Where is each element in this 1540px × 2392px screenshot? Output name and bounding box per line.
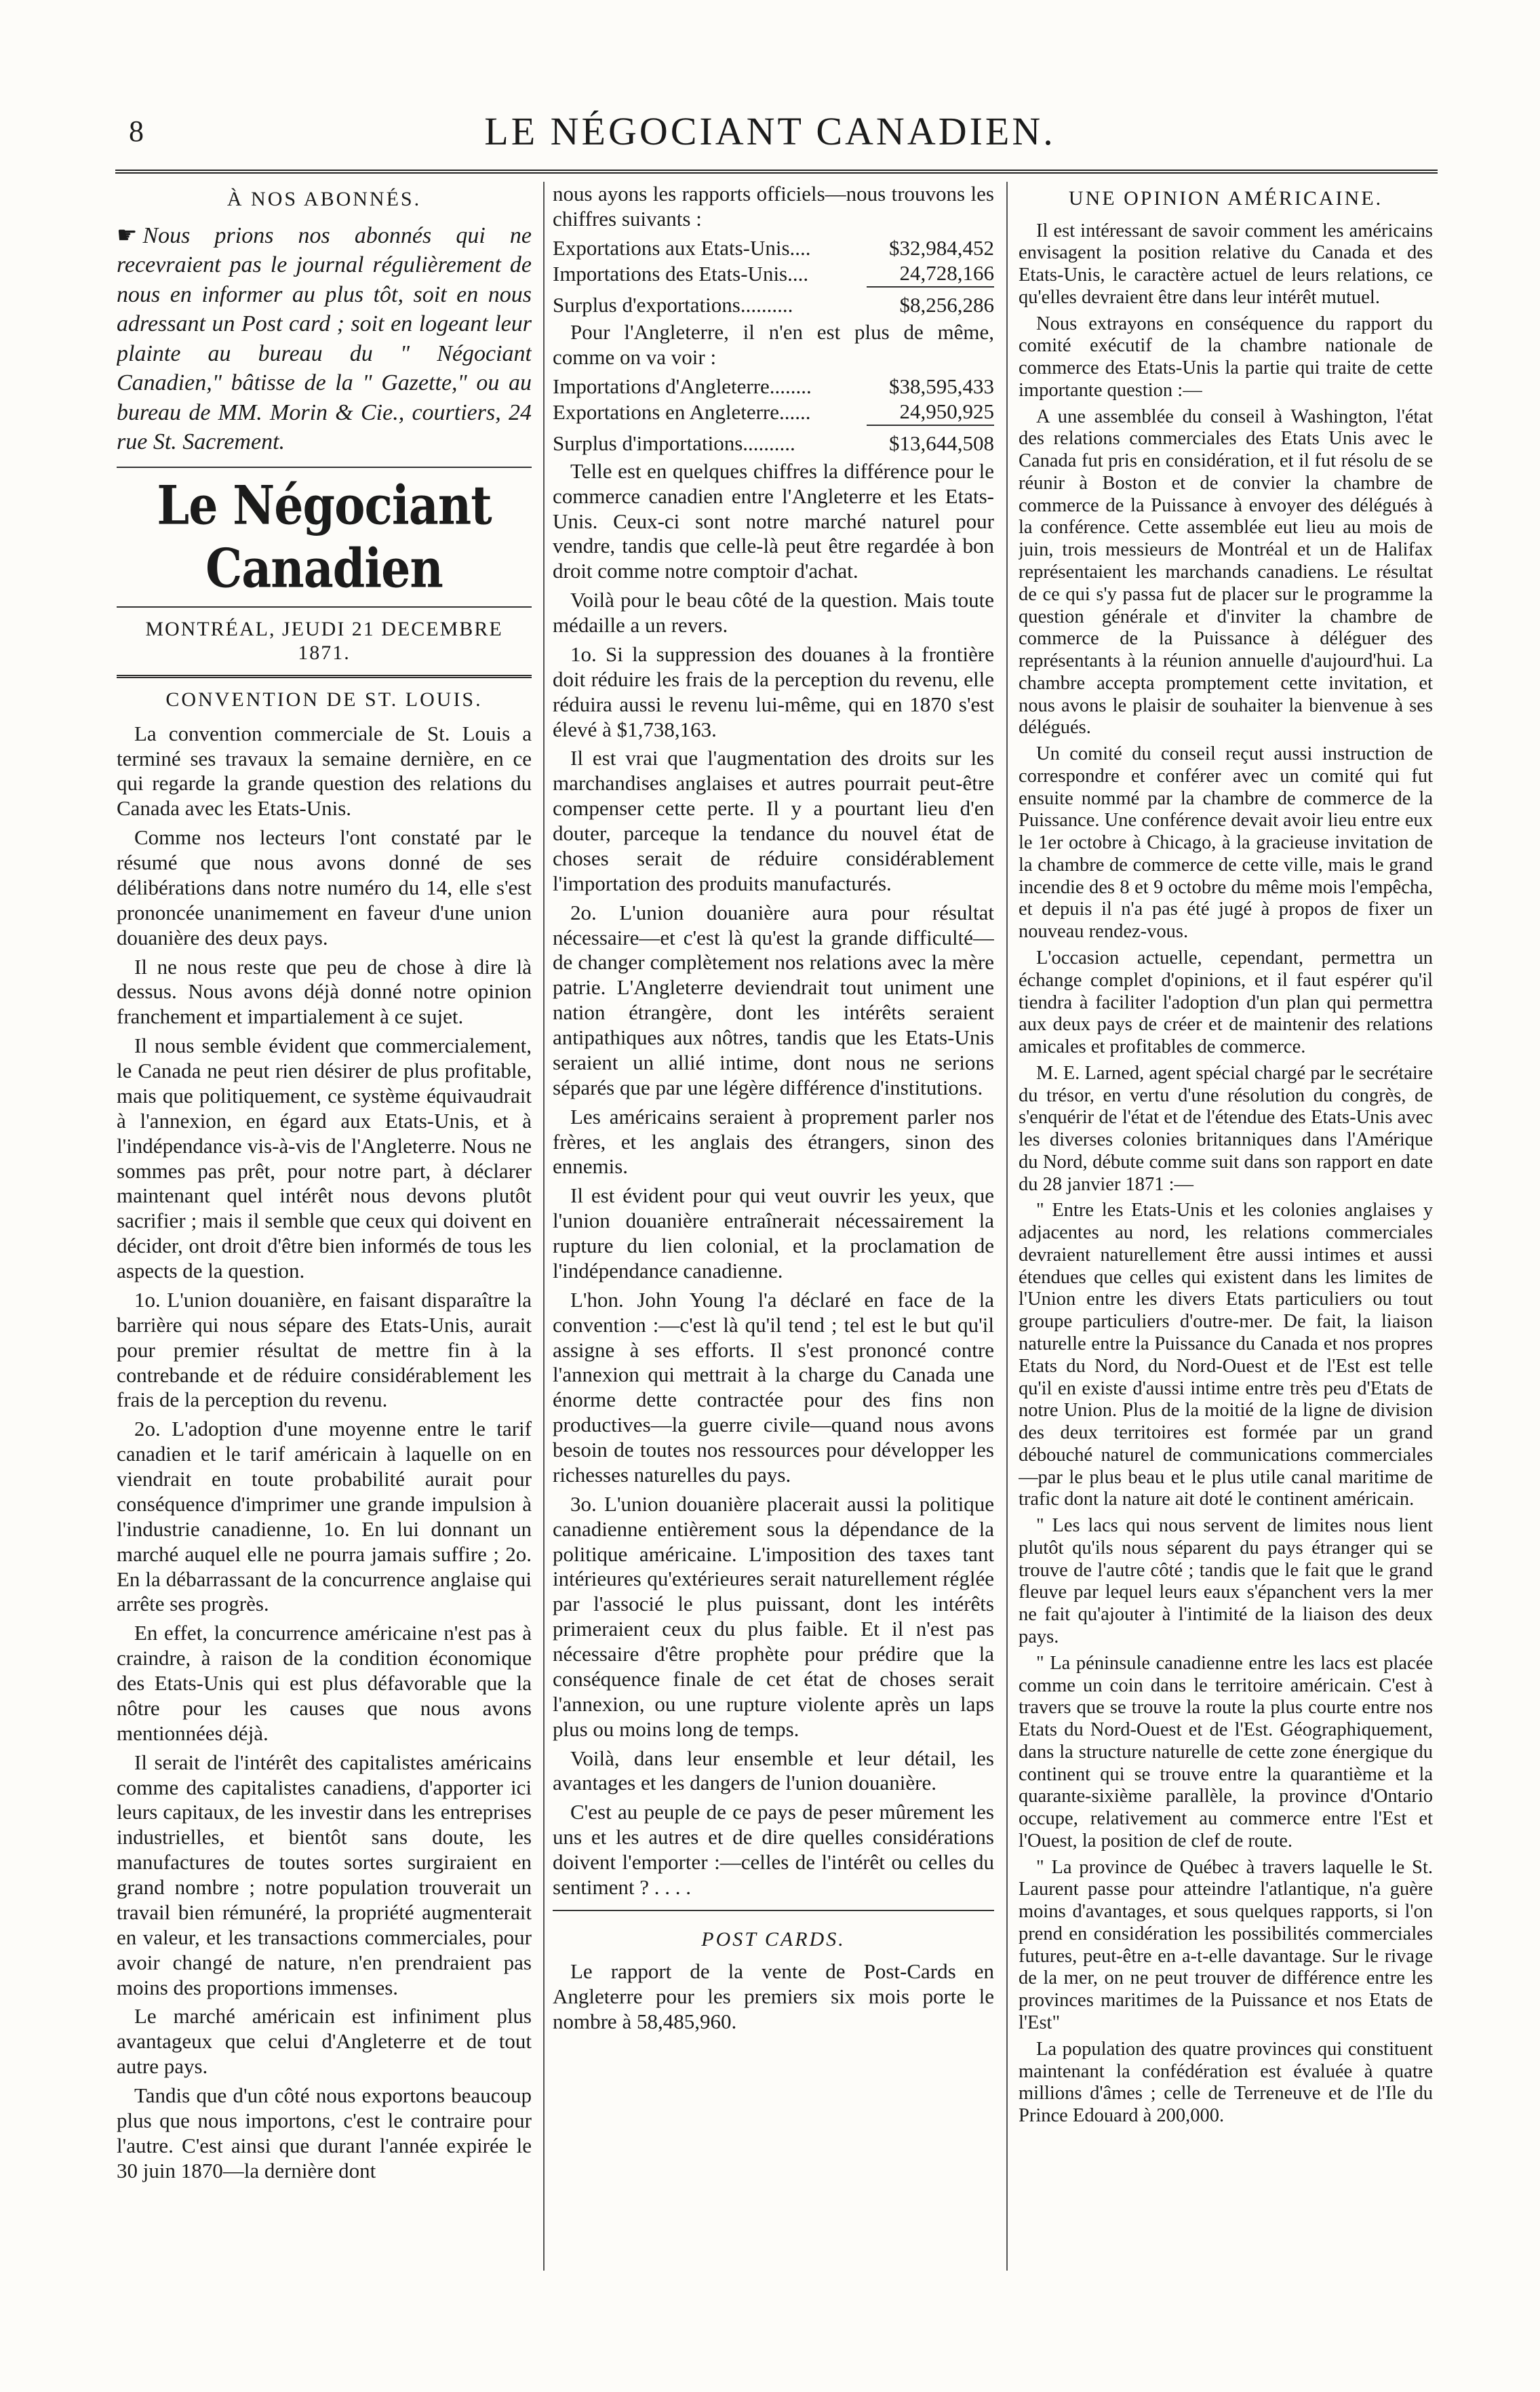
paragraph: 3o. L'union douanière placerait aussi la politique canadienne entièrement sous la dépendance de la politique américaine. L'imposition des taxes tant intérieures qu'extérieures serait naturellement réglée par l'associé le plus puissant, dont les intérêts primeraient ceux du plus faible. Et il n'est pas nécessaire d'être prophète pour prédire que la conséquence finale de cet état de choses serait l'annexion, ou une rupture violente après un laps plus ou moins long de temps. [553, 1491, 994, 1741]
table-row [553, 236, 994, 261]
table-label: Surplus d'importations.......... [553, 431, 795, 455]
paragraph: " La péninsule canadienne entre les lacs est placée comme un coin dans le territoire américain. C'est à travers que se trouve la route la plus courte entre nos Etats du Nord-Ouest et de l'Est. Géographiquement, dans la structure naturelle de cette zone énergique du continent qui se trouve entre la quarantième et la quarante-sixième parallèle, la province d'Ontario occupe, relativement au commerce entre l'Est et l'Ouest, la position de clef de route. [1019, 1652, 1433, 1851]
table-row [553, 374, 994, 399]
table-total-row [553, 287, 994, 318]
trade-table-england [553, 374, 994, 456]
table-row [553, 399, 994, 425]
paragraph: " La province de Québec à travers laquelle le St. Laurent passe pour atteindre l'atlantique, n'a guère moins d'avantages, et sous quelques rapports, si l'on prend en considération les possibilités commerciales futures, peut-être en a-t-elle davantage. Sur le rivage de la mer, on ne peut trouver de différence entre les provinces maritimes de la Puissance et nos Etats de l'Est" [1019, 1856, 1433, 2033]
table-label: Exportations en Angleterre...... [553, 400, 811, 424]
column-2 [553, 182, 994, 2318]
column-divider-2 [1006, 182, 1008, 2271]
paragraph: Voilà pour le beau côté de la question. Mais toute médaille a un revers. [553, 588, 994, 637]
trade-table-us [553, 236, 994, 318]
paragraph: 1o. Si la suppression des douanes à la frontière doit réduire les frais de la perception du revenu, elle réduira aussi le revenu lui-même, qui en 1870 s'est élevé à $1,738,163. [553, 642, 994, 741]
paragraph: C'est au peuple de ce pays de peser mûrement les uns et les autres et de dire quelles considérations doivent l'emporter :—celles de l'intérêt ou celles du sentiment ? . . . . [553, 1800, 994, 1899]
paragraph: Un comité du conseil reçut aussi instruction de correspondre et conférer avec un comité qui fut ensuite nommé par la chambre de commerce de la Puissance. Une conférence devait avoir lieu entre eux le 1er octobre à Chicago, à la gracieuse invitation de la chambre de commerce de cette ville, mais le grand incendie des 8 et 9 octobre du même mois l'empêcha, et depuis il n'a pas été jugé à propos de fixer un nouveau rendez-vous. [1019, 743, 1433, 943]
table-value: $32,984,452 [889, 235, 994, 260]
paragraph: Voilà, dans leur ensemble et leur détail, les avantages et les dangers de l'union douanière. [553, 1746, 994, 1795]
pointing-hand-icon: ☛ [117, 222, 138, 248]
notice-heading: À NOS ABONNÉS. [226, 188, 422, 210]
paragraph: " Les lacs qui nous servent de limites nous lient plutôt qu'ils nous séparent du pays étranger qui se trouve de l'autre côté ; tandis que le fait que le grand fleuve par lequel leurs eaux s'épanchent vers la mer ne fait qu'ajouter à l'intimité de la liaison des deux pays. [1019, 1515, 1433, 1647]
notice-text: Nous prions nos abonnés qui ne recevraient pas le journal régulièrement de nous en informer au plus tôt, soit en nous adressant un Post card ; soit en logeant leur plainte au bureau du " Négociant Canadien," bâtisse de la " Gazette," ou au bureau de MM. Morin & Cie., courtiers, 24 rue St. Sacrement. [117, 222, 532, 455]
paragraph: Il ne nous reste que peu de chose à dire là dessus. Nous avons déjà donné notre opinion franchement et impartialement à ce sujet. [117, 954, 532, 1029]
paragraph: Tandis que d'un côté nous exportons beaucoup plus que nous importons, c'est le contraire pour l'autre. C'est ainsi que durant l'année expirée le 30 juin 1870—la dernière dont [117, 2083, 532, 2182]
paragraph: L'hon. John Young l'a déclaré en face de la convention :—c'est là qu'il tend ; tel est le but qu'il assigne à ses efforts. Il s'est prononcé contre l'annexion qui mettrait à la charge du Canada une énorme dette contractée pour des fins non productives—la guerre civile—quand nous avons besoin de toutes nos ressources pour développer les richesses naturelles du pays. [553, 1287, 994, 1487]
paragraph: A une assemblée du conseil à Washington, l'état des relations commerciales des Etats Unis avec le Canada fut pris en considération, et il fut résolu de se réunir à Boston et de convier la chambre de commerce de la Puissance à envoyer des délégués à la conférence. Cette assemblée eut lieu au mois de juin, trois messieurs de Montréal et un de Halifax représentaient les marchands canadiens. Le résultat de ce qui s'y passa fut de placer sur le programme la question générale et d'inviter la chambre de commerce de la Puissance à déléguer des représentants à la réunion annuelle d'aujourd'hui. La chambre accepta promptement cette invitation, et nous avons le plaisir de souhaiter la bienvenue à ses délégués. [1019, 406, 1433, 739]
paragraph: Comme nos lecteurs l'ont constaté par le résumé que nous avons donné de ses délibérations dans notre numéro du 14, elle s'est prononcée unanimement en faveur d'une union douanière des deux pays. [117, 825, 532, 949]
paragraph: Il serait de l'intérêt des capitalistes américains comme des capitalistes canadiens, d'apporter ici leurs capitaux, de les investir dans les entreprises industrielles, et bientôt sans doute, les manufactures de toutes sortes surgiraient en grand nombre ; notre population trouverait un travail bien rémunéré, la propriété augmenterait en valeur, et les transactions commerciales, pour avoir changé de nature, n'en prendraient pas moins des proportions immenses. [117, 1750, 532, 1999]
paragraph: Pour l'Angleterre, il n'en est plus de même, comme on va voir : [553, 320, 994, 370]
table-row [553, 261, 994, 287]
table-label: Importations des Etats-Unis.... [553, 261, 809, 286]
paragraph: " Entre les Etats-Unis et les colonies anglaises y adjacentes au nord, les relations commerciales devraient naturellement être aussi intimes et aussi étendues que celles qui existent dans les limites de l'Union entre les divers Etats particuliers ou tout groupe particuliers d'outre-mer. De fait, la liaison naturelle entre la Puissance du Canada et nos propres Etats du Nord, du Nord-Ouest et de l'Est est telle qu'il en existe d'aussi intime entre très peu d'Etats de notre Union. Plus de la moitié de la ligne de division des deux territoires est formée par un grand débouché naturel de communications commerciales—par le plus beau et le plus utile canal maritime de trafic dont la nature ait doté le continent américain. [1019, 1200, 1433, 1510]
paragraph: Telle est en quelques chiffres la différence pour le commerce canadien entre l'Angleterre et les Etats-Unis. Ceux-ci sont notre marché naturel pour vendre, tandis que celle-là peut être regardée à bon droit comme notre comptoir d'achat. [553, 458, 994, 583]
paragraph: Il est vrai que l'augmentation des droits sur les marchandises anglaises et autres pourrait peut-être compenser cette perte. Il y a pourtant lieu d'en douter, parceque la tendance du nouvel état de choses serait de réduire considérablement l'importation des produits manufacturés. [553, 746, 994, 895]
paragraph: Il nous semble évident que commercialement, le Canada ne peut rien désirer de plus profitable, mais que politiquement, ce système équivaudrait à l'annexion, en égard aux Etats-Unis, et à l'indépendance vis-à-vis de l'Angleterre. Nous ne sommes pas prêt, pour notre part, à déclarer maintenant quel intérêt nous devons plutôt sacrifier ; mais il semble que ceux qui doivent en décider, ont droit d'être bien informés de tous les aspects de la question. [117, 1034, 532, 1283]
post-cards-heading: POST CARDS. [701, 1927, 846, 1950]
column-divider-1 [543, 182, 545, 2271]
table-value: 24,728,166 [899, 260, 994, 285]
paragraph: Il est intéressant de savoir comment les américains envisagent la position relative du Canada et des Etats-Unis, le caractère actuel de leurs relations, ce qu'elles devraient être dans leur intérêt mutuel. [1019, 220, 1433, 308]
paragraph: L'occasion actuelle, cependant, permettra un échange complet d'opinions, et il faut espérer qu'il tiendra à faciliter l'adoption d'un plan qui permettra aux deux pays de créer et de maintenir des relations amicales et profitables de commerce. [1019, 947, 1433, 1058]
paragraph: 2o. L'adoption d'une moyenne entre le tarif canadien et le tarif américain à laquelle on en viendrait en toute probabilité aurait pour conséquence d'imprimer une grande impulsion à l'industrie canadienne, 1o. En lui donnant un marché auquel elle ne pourra jamais suffire ; 2o. En la débarrassant de la concurrence anglaise qui arrête ses progrès. [117, 1417, 532, 1616]
divider [553, 1910, 994, 1911]
table-total-row [553, 425, 994, 456]
table-label: Surplus d'exportations.......... [553, 292, 793, 317]
divider [117, 467, 532, 468]
paragraph: Les américains seraient à proprement parler nos frères, et les anglais des étrangers, sinon des ennemis. [553, 1104, 994, 1179]
paragraph: La convention commerciale de St. Louis a terminé ses travaux la semaine dernière, en ce qui regarde la grande question des relations du Canada avec les Etats-Unis. [117, 721, 532, 821]
masthead-rule [115, 170, 1438, 174]
paragraph: M. E. Larned, agent spécial chargé par le secrétaire du trésor, en vertu d'une résolution du congrès, de s'enquérir de l'état et de l'étendue des Etats-Unis avec les diverses colonies britanniques dans l'Amérique du Nord, débute comme suit dans son rapport en date du 28 janvier 1871 :— [1019, 1062, 1433, 1195]
table-value: $13,644,508 [867, 425, 994, 456]
dateline: MONTRÉAL, JEUDI 21 DECEMBRE 1871. [145, 617, 503, 665]
paragraph: La population des quatre provinces qui constituent maintenant la confédération est évaluée à quatre millions d'âmes ; celle de Terreneuve et de l'Ile du Prince Edouard à 200,000. [1019, 2038, 1433, 2127]
paragraph: Le marché américain est infiniment plus avantageux que celui d'Angleterre et de tout autre pays. [117, 2004, 532, 2079]
table-value: 24,950,925 [899, 399, 994, 423]
divider [117, 606, 532, 608]
paragraph: nous ayons les rapports officiels—nous trouvons les chiffres suivants : [553, 182, 994, 231]
article-heading: UNE OPINION AMÉRICAINE. [1068, 187, 1383, 210]
divider [117, 675, 532, 678]
paragraph: 1o. L'union douanière, en faisant disparaître la barrière qui nous sépare des Etats-Unis, aurait pour premier résultat de mettre fin à la contrebande et de réduire considérablement les frais de la perception du revenu. [117, 1287, 532, 1412]
table-label: Exportations aux Etats-Unis.... [553, 235, 811, 260]
column-3 [1019, 182, 1433, 2318]
table-value: $8,256,286 [867, 287, 994, 318]
paragraph: Il est évident pour qui veut ouvrir les yeux, que l'union douanière entraînerait nécessairement la rupture du lien colonial, et la proclamation de l'indépendance canadienne. [553, 1183, 994, 1282]
column-1 [117, 182, 532, 2318]
paragraph: 2o. L'union douanière aura pour résultat nécessaire—et c'est là qu'est la grande difficulté—de changer complètement nos relations avec la mère patrie. L'Angleterre deviendrait tout uniment une nation étrangère, dont les intérêts seraient antipathiques aux nôtres, tandis que les Etats-Unis seraient un allié intime, dont nous ne serions séparés que par une légère différence d'institutions. [553, 900, 994, 1099]
page-number: 8 [129, 115, 144, 148]
paragraph: En effet, la concurrence américaine n'est pas à craindre, à raison de la condition économique des Etats-Unis qui est plus défavorable que la nôtre pour les causes que nous avons mentionnées déjà. [117, 1621, 532, 1745]
table-value: $38,595,433 [889, 374, 994, 399]
masthead: LE NÉGOCIANT CANADIEN. [484, 109, 1056, 153]
article-heading: CONVENTION DE ST. LOUIS. [165, 688, 483, 711]
paragraph: Le rapport de la vente de Post-Cards en Angleterre pour les premiers six mois porte le nombre à 58,485,960. [553, 1959, 994, 2034]
paragraph: Nous extrayons en conséquence du rapport du comité exécutif de la chambre nationale de commerce des Etats-Unis la partie qui traite de cette importante question :— [1019, 313, 1433, 401]
subscriber-notice [117, 221, 532, 457]
nameplate: Le Négociant Canadien [157, 474, 492, 600]
table-label: Importations d'Angleterre........ [553, 374, 812, 399]
